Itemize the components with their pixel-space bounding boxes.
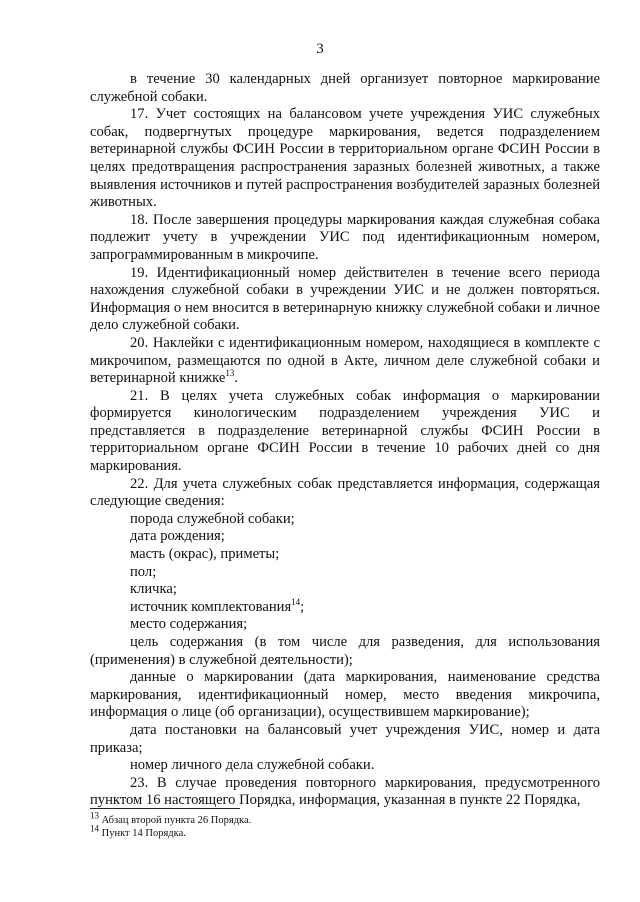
- list-item-birth-date: дата рождения;: [130, 528, 225, 545]
- list-item-sex: пол;: [130, 563, 157, 580]
- list-item-breed: порода служебной собаки;: [130, 510, 295, 527]
- paragraph-20-end: .: [234, 370, 239, 387]
- list-item-file-number: номер личного дела служебной собаки.: [130, 757, 375, 774]
- list-item-color: масть (окрас), приметы;: [130, 546, 280, 563]
- footnote-text-14: Пункт 14 Порядка.: [99, 828, 186, 839]
- paragraph-18: 18. После завершения процедуры маркирования каждая служебная собака подлежит учету в учреждении УИС под идентификационным номером, запрограммированным в микрочипе.: [90, 211, 600, 263]
- paragraph-17: 17. Учет состоящих на балансовом учете учреждения УИС служебных собак, подвергнутых процедуре маркирования, ведется подразделением ветеринарной службы ФСИН России в территориальном органе ФСИН России в целях предотвращения распространения заразных болезней животных, а также выявления источников и путей распространения возбудителей заразных болезней животных.: [90, 106, 600, 211]
- paragraph-21: 21. В целях учета служебных собак информация о маркировании формируется кинологическим подразделением учреждения УИС и представляется в подразделение ветеринарной службы ФСИН России в территориальном органе ФСИН России в течение 10 рабочих дней со дня маркирования.: [90, 387, 600, 475]
- page-number: 3: [316, 41, 324, 57]
- footnote-mark-13: 13: [90, 810, 99, 821]
- paragraph-20-text: 20. Наклейки с идентификационным номером, находящиеся в комплекте с микрочипом, размещаются по одной в Акте, личном деле служебной собаки и ветеринарной книжке: [90, 334, 600, 387]
- paragraph-22: 22. Для учета служебных собак представляется информация, содержащая следующие сведения:: [90, 475, 600, 510]
- footnotes: [90, 810, 600, 840]
- footnote-14: [90, 823, 600, 840]
- footnote-13: [90, 810, 600, 827]
- list-item-name: кличка;: [130, 581, 177, 598]
- paragraph-20: [90, 335, 600, 388]
- footnote-ref-14: 14: [291, 596, 301, 607]
- paragraph-19: 19. Идентификационный номер действителен в течение всего периода нахождения служебной собаки в учреждении УИС и не должен повторяться. Информация о нем вносится в ветеринарную книжку служебной собаки и личное дело служебной собаки.: [90, 264, 600, 334]
- list-item-location: место содержания;: [130, 616, 248, 633]
- footnote-divider: [90, 808, 240, 809]
- footnote-text-13: Абзац второй пункта 26 Порядка.: [99, 815, 252, 826]
- list-item-source: [90, 596, 600, 617]
- paragraph-23: 23. В случае проведения повторного маркирования, предусмотренного пунктом 16 настоящего Порядка, информация, указанная в пункте 22 Порядка,: [90, 774, 600, 809]
- list-item-source-text: источник комплектования: [130, 598, 292, 615]
- paragraph-16-continuation: в течение 30 календарных дней организует повторное маркирование служебной собаки.: [90, 71, 600, 105]
- list-item-registration: дата постановки на балансовый учет учреждения УИС, номер и дата приказа;: [90, 721, 600, 756]
- footnote-mark-14: 14: [90, 823, 99, 834]
- list-item-marking-data: данные о маркировании (дата маркирования, наименование средства маркирования, идентификационный номер, место введения микрочипа, информация о лице (об организации), осуществившем маркирование);: [90, 669, 600, 721]
- list-item-source-end: ;: [300, 598, 305, 615]
- document-body: [90, 71, 600, 810]
- footnote-ref-13: 13: [225, 368, 235, 379]
- list-item-purpose: цель содержания (в том числе для разведения, для использования (применения) в служебной деятельности);: [90, 634, 600, 668]
